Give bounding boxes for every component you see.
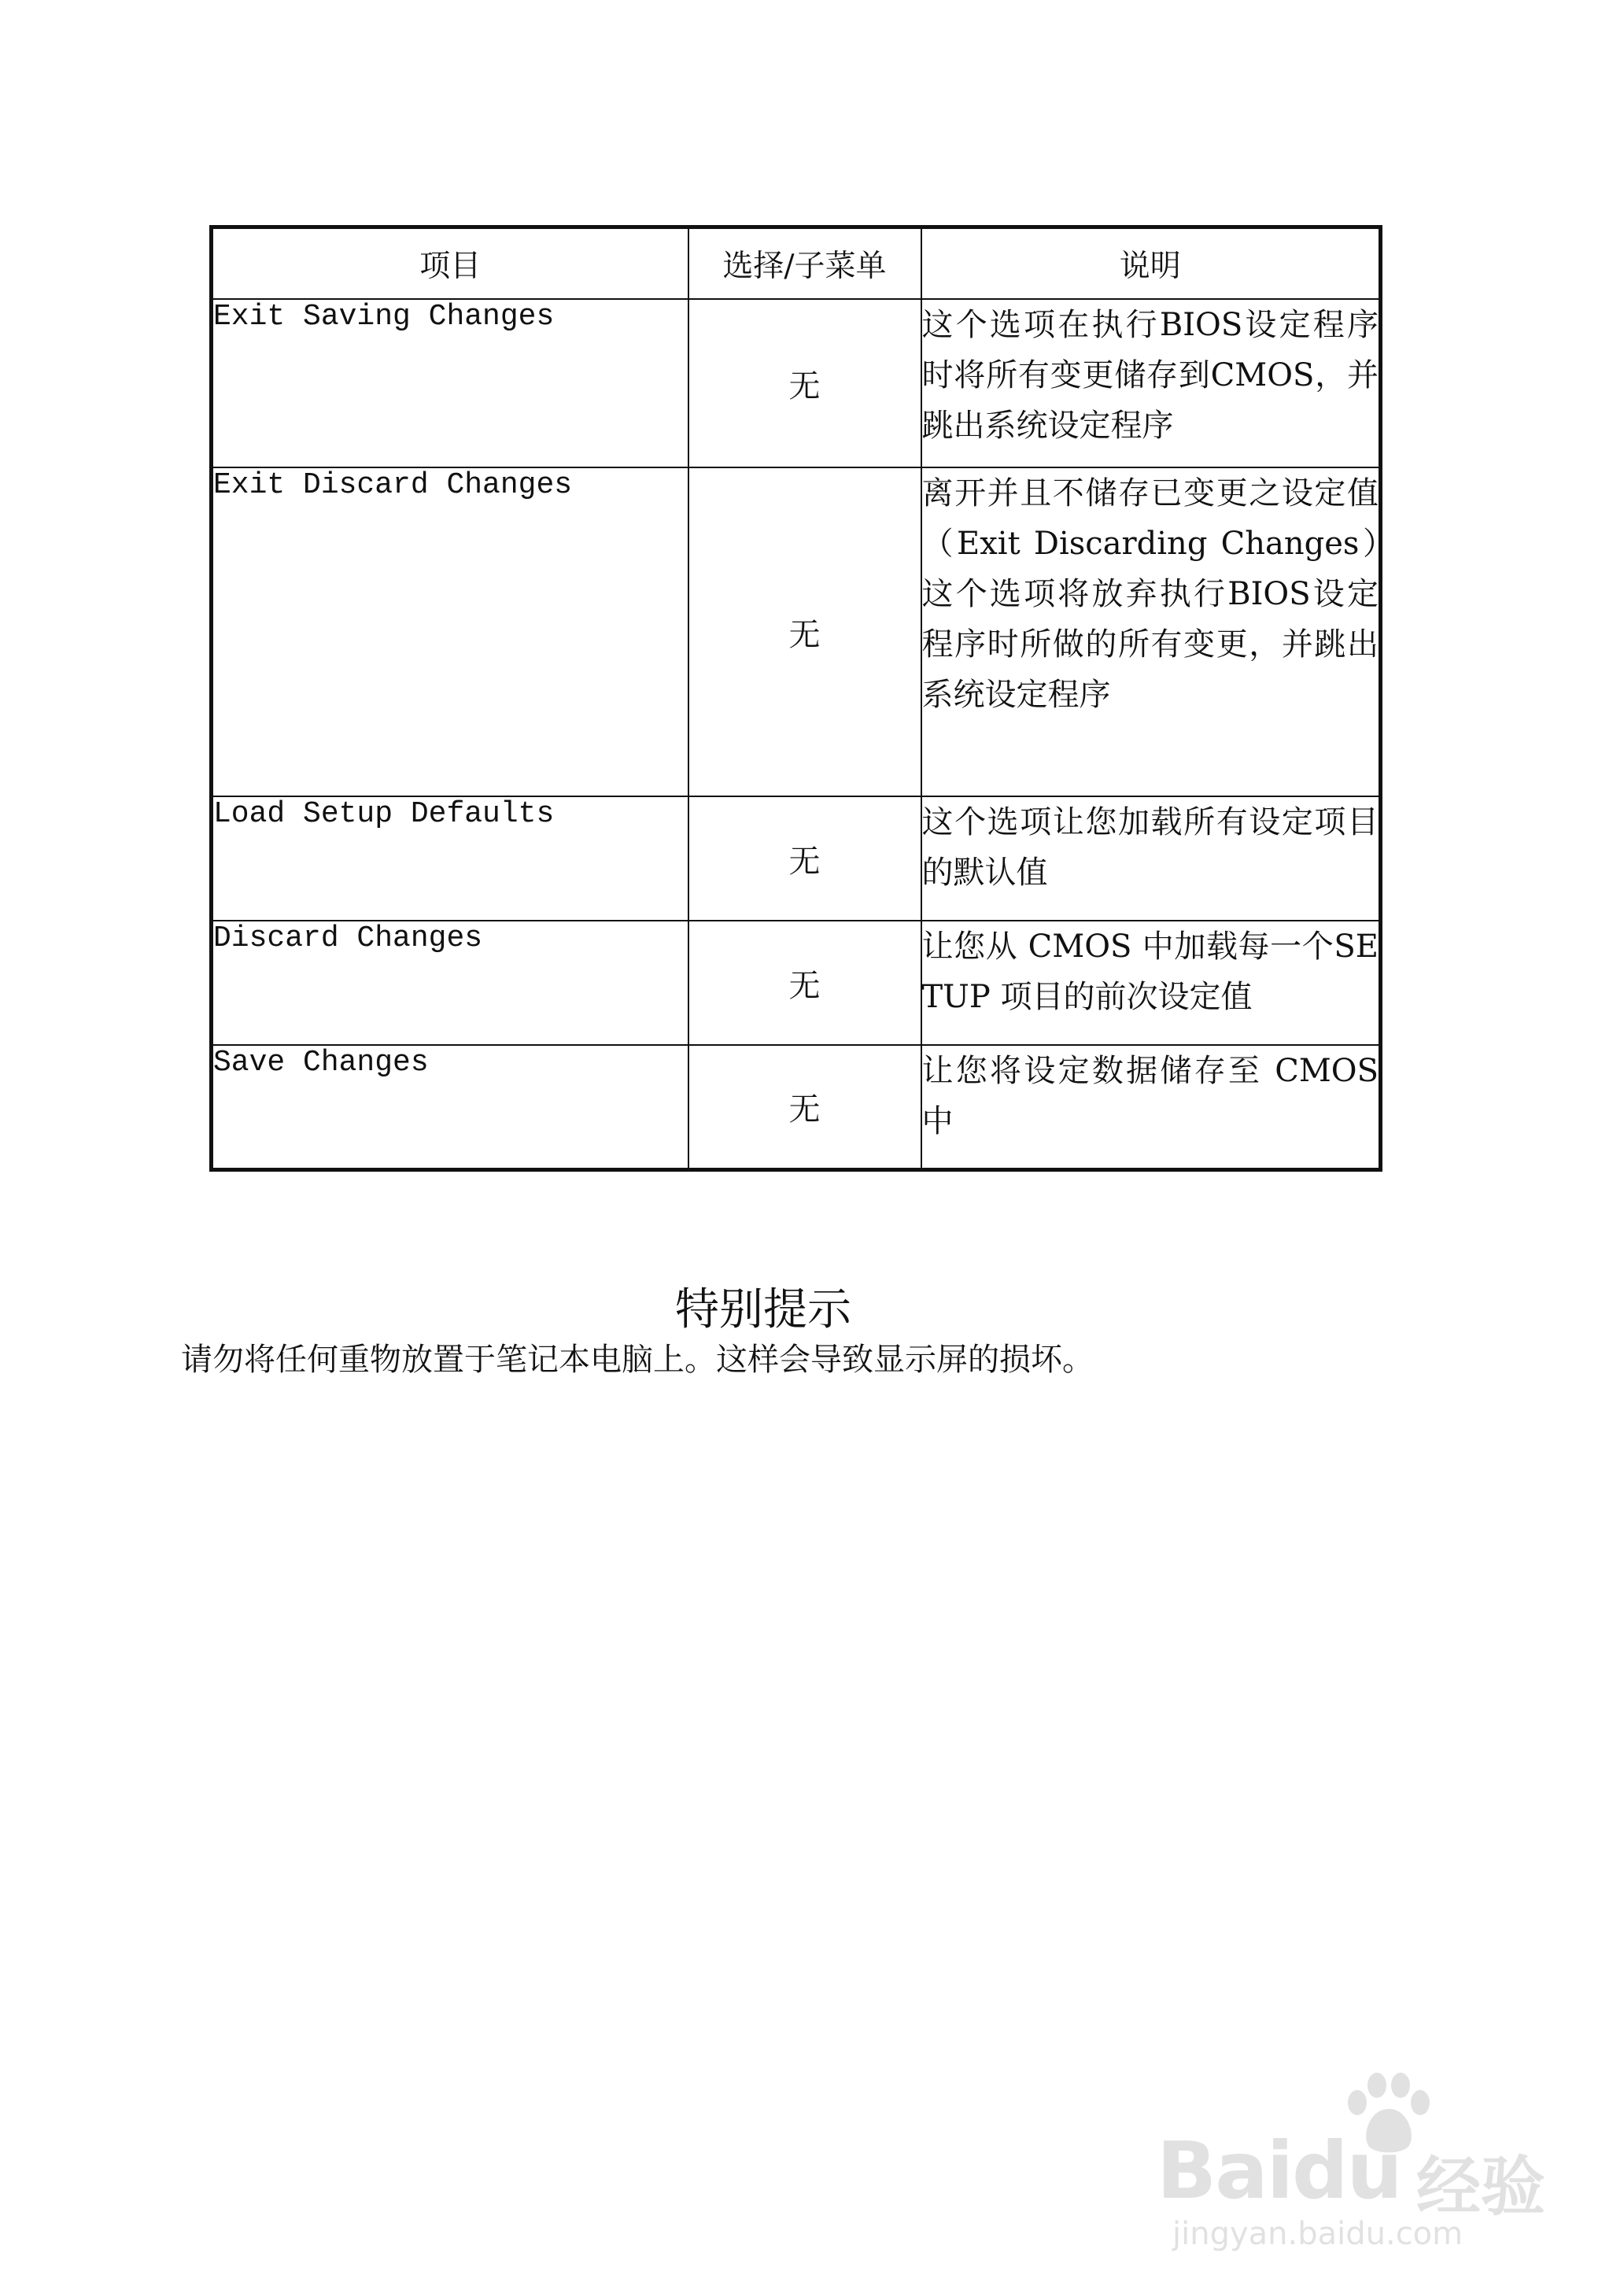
table-row <box>212 467 1381 796</box>
row-description: 这个选项让您加载所有设定项目的默认值 <box>921 796 1381 921</box>
row-description: 让您从 CMOS 中加载每一个SETUP 项目的前次设定值 <box>921 921 1381 1045</box>
row-item: Exit Discard Changes <box>212 467 688 796</box>
header-description: 说明 <box>921 227 1381 300</box>
row-item: Exit Saving Changes <box>212 299 688 467</box>
row-description: 让您将设定数据储存至 CMOS中 <box>921 1045 1381 1169</box>
row-description: 这个选项在执行BIOS设定程序时将所有变更储存到CMOS，并跳出系统设定程序 <box>921 299 1381 467</box>
row-choice: 无 <box>688 921 921 1045</box>
table-row <box>212 299 1381 467</box>
table-header-row <box>212 227 1381 300</box>
row-choice: 无 <box>688 796 921 921</box>
row-item: Discard Changes <box>212 921 688 1045</box>
bios-exit-options-table <box>209 225 1382 1172</box>
row-item: Load Setup Defaults <box>212 796 688 921</box>
table-row <box>212 796 1381 921</box>
row-choice: 无 <box>688 299 921 467</box>
row-item: Save Changes <box>212 1045 688 1169</box>
header-choice: 选择/子菜单 <box>688 227 921 300</box>
watermark-sub: 经验 <box>1416 2150 1546 2225</box>
special-note-text: 请勿将任何重物放置于笔记本电脑上。这样会导致显示屏的损坏。 <box>181 1342 1094 1378</box>
header-item: 项目 <box>212 227 688 300</box>
baidu-watermark <box>1157 2070 1566 2252</box>
table-row <box>212 921 1381 1045</box>
row-description: 离开并且不储存已变更之设定值（Exit Discarding Changes）这个选项将放弃执行BIOS设定程序时所做的所有变更，并跳出系统设定程序 <box>921 467 1381 796</box>
table-row <box>212 1045 1381 1169</box>
special-note-title: 特别提示 <box>675 1284 851 1335</box>
row-choice: 无 <box>688 1045 921 1169</box>
watermark-url: jingyan.baidu.com <box>1172 2216 1463 2252</box>
row-choice: 无 <box>688 467 921 796</box>
watermark-brand: Baidu <box>1157 2125 1401 2217</box>
